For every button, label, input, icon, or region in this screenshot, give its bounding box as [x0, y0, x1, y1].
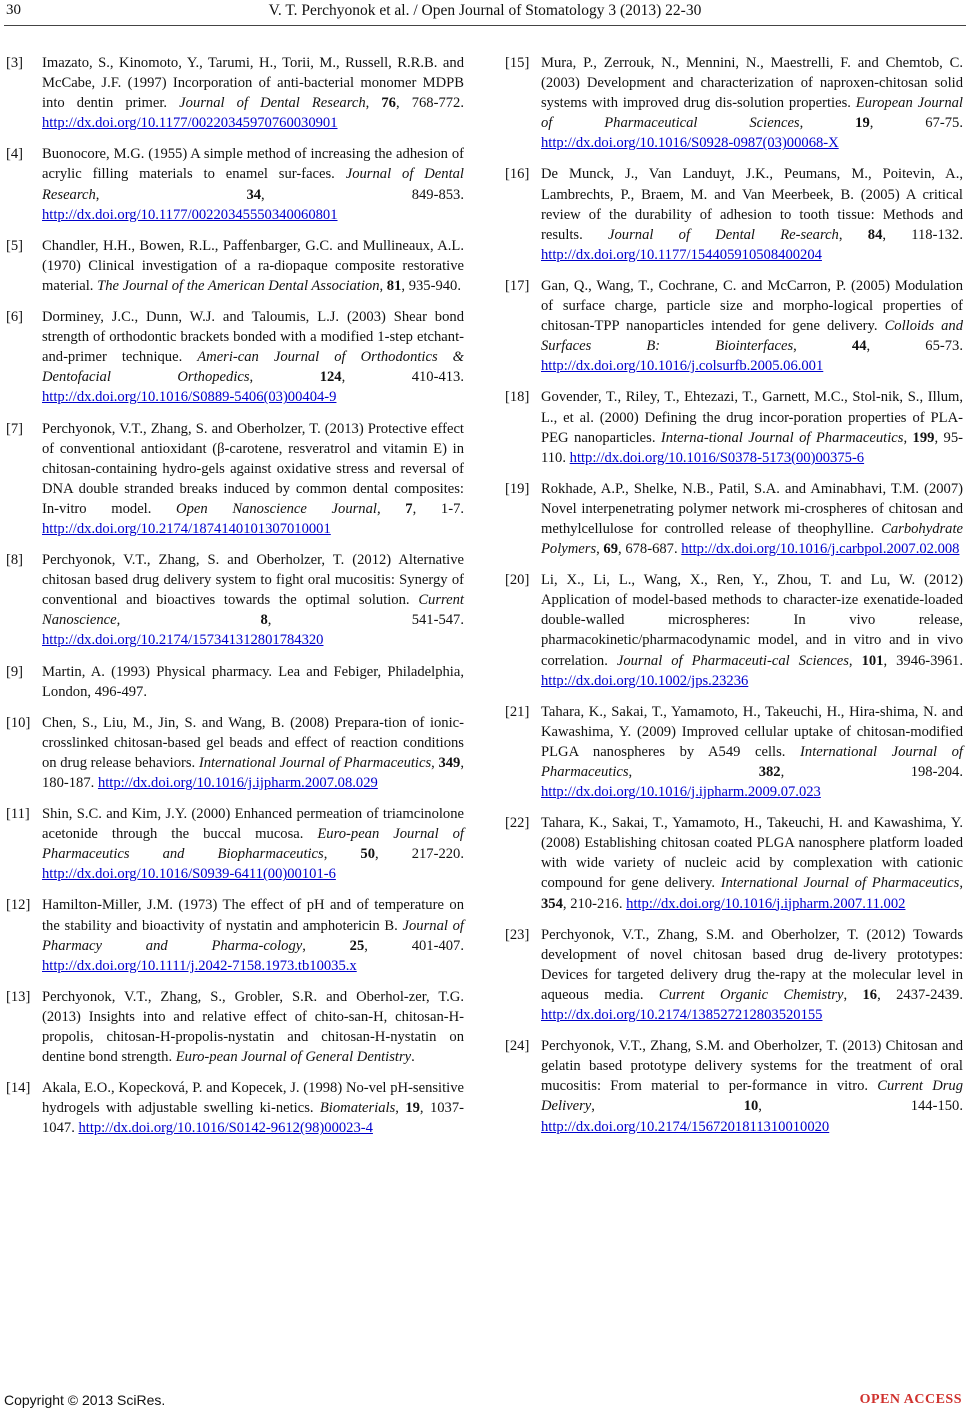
- reference-item: [505, 164, 963, 264]
- reference-text: [42, 419, 464, 540]
- reference-doi-link[interactable]: http://dx.doi.org/10.1177/00220345970760030901: [42, 115, 338, 132]
- reference-item: [505, 53, 963, 153]
- reference-number: [17]: [505, 277, 530, 294]
- reference-item: [505, 813, 963, 913]
- reference-number: [21]: [505, 703, 530, 720]
- reference-number: [7]: [6, 420, 24, 437]
- reference-separator: ,: [628, 764, 759, 780]
- reference-number: [11]: [6, 806, 30, 823]
- reference-volume: 10: [743, 1098, 759, 1115]
- reference-number: [6]: [6, 309, 24, 326]
- reference-pages: , 217-220.: [375, 846, 465, 863]
- reference-pages: , 541-547.: [267, 612, 465, 629]
- reference-text: [541, 53, 963, 153]
- reference-pages: , 95-110.: [541, 429, 963, 466]
- reference-volume: 19: [405, 1100, 420, 1117]
- reference-authors-title: Perchyonok, V.T., Zhang, S. and Oberholzer, T. (2012) Alternative chitosan based drug delivery system to fight oral mucositis: Synergy of conventional and bioactives towards the optimal solution.: [42, 552, 464, 609]
- reference-text: [42, 550, 464, 650]
- reference-text: [42, 1078, 464, 1138]
- reference-number: [23]: [505, 926, 530, 943]
- reference-journal: Journal of Pharmacy and Pharma-cology: [42, 917, 464, 954]
- reference-separator: ,: [379, 277, 387, 294]
- reference-doi-link[interactable]: http://dx.doi.org/10.1002/jps.23236: [541, 672, 749, 689]
- reference-pages: , 144-150.: [758, 1098, 964, 1115]
- reference-pages: , 67-75.: [869, 115, 963, 132]
- reference-authors-title: Rokhade, A.P., Shelke, N.B., Patil, S.A. and Aminabhavi, T.M. (2007) Novel interpenetrating polymer network mi-crospheres of chitosan and methylcellulose for controlled release of theophylline.: [541, 480, 963, 537]
- reference-item: [6, 236, 464, 296]
- reference-pages: , 935-940.: [401, 277, 461, 294]
- reference-journal: Euro-pean Journal of General Dentistry: [175, 1049, 412, 1066]
- reference-volume: 199: [912, 429, 935, 446]
- reference-pages: , 401-407.: [364, 937, 464, 954]
- reference-number: [12]: [6, 897, 31, 914]
- reference-doi-link[interactable]: http://dx.doi.org/10.1016/S0378-5173(00)00375-6: [569, 449, 865, 466]
- reference-text: [42, 307, 464, 407]
- reference-journal: Ameri-can Journal of Orthodontics & Dentofacial Orthopedics: [42, 349, 464, 386]
- reference-authors-title: Tahara, K., Sakai, T., Yamamoto, H., Takeuchi, H. and Kawashima, Y. (2008) Establishing chitosan coated PLGA nanosphere platform loaded with wide variety of nucleic acid by complexation with cationic compound for gene delivery.: [541, 815, 963, 892]
- reference-number: [13]: [6, 988, 31, 1005]
- reference-volume: 19: [855, 115, 870, 132]
- reference-authors-title: Perchyonok, V.T., Zhang, S. and Oberholzer, T. (2013) Protective effect of conventional antioxidant (β-carotene, resveratrol and vitamin E) in chitosan-containing hydro-gels against oxidative stress and reversal of DNA double stranded breaks induced by common dental composites: In-vitro model.: [42, 420, 464, 517]
- reference-volume: 34: [246, 186, 262, 203]
- reference-separator: ,: [838, 226, 868, 243]
- reference-number: [3]: [6, 55, 24, 71]
- reference-authors-title: Imazato, S., Kinomoto, Y., Tarumi, H., Torii, M., Russell, R.R.B. and McCabe, J.F. (1997) Incorporation of anti-bacterial monomer MDPB into dentin primer.: [42, 55, 464, 112]
- reference-text: [541, 813, 963, 913]
- reference-authors-title: Govender, T., Riley, T., Ehtezazi, T., Garnett, M.C., Stol-nik, S., Illum, L., et al. (2000) Defining the drug incor-poration properties of PLA-PEG nanoparticles.: [541, 389, 963, 446]
- reference-text: [541, 1036, 963, 1136]
- reference-pages: , 180-187.: [42, 754, 464, 791]
- reference-journal: Current Organic Chemistry: [658, 986, 844, 1003]
- reference-item: [6, 662, 464, 702]
- reference-doi-link[interactable]: http://dx.doi.org/10.1016/j.carbpol.2007.02.008: [681, 541, 960, 558]
- reference-item: [6, 987, 464, 1067]
- reference-separator: ,: [799, 115, 856, 132]
- reference-pages: , 768-772.: [395, 95, 464, 112]
- reference-number: [20]: [505, 572, 530, 589]
- reference-pages: , 410-413.: [341, 369, 465, 386]
- reference-separator: ,: [323, 846, 361, 863]
- reference-volume: 50: [360, 846, 376, 863]
- reference-volume: 349: [438, 754, 461, 771]
- page-number: 30: [6, 2, 21, 18]
- reference-separator: ,: [116, 612, 261, 629]
- reference-number: [18]: [505, 389, 530, 406]
- reference-doi-link[interactable]: http://dx.doi.org/10.2174/1567201811310010020: [541, 1118, 830, 1135]
- reference-journal: Euro-pean Journal of Pharmaceutics and Biopharmaceutics: [42, 826, 464, 863]
- reference-separator: ,: [591, 1098, 744, 1115]
- reference-authors-title: Gan, Q., Wang, T., Cochrane, C. and McCarron, P. (2005) Modulation of surface charge, particle size and morpho-logical properties of chitosan-TPP nanoparticles intended for gene delivery.: [541, 277, 963, 335]
- reference-journal: Current Nanoscience: [42, 592, 464, 629]
- reference-journal: Interna-tional Journal of Pharmaceutics: [660, 429, 904, 446]
- header-rule: [4, 25, 966, 26]
- reference-journal: Current Drug Delivery: [541, 1078, 964, 1115]
- reference-volume: 76: [381, 95, 396, 112]
- reference-text: [42, 804, 464, 884]
- reference-pages: , 118-132.: [882, 226, 964, 243]
- reference-separator: ,: [376, 500, 406, 517]
- reference-item: [6, 895, 464, 975]
- reference-text: [541, 570, 963, 691]
- reference-volume: 16: [862, 986, 878, 1003]
- reference-text: [541, 479, 963, 559]
- reference-text: [42, 895, 464, 975]
- reference-text: [42, 662, 464, 702]
- reference-text: [42, 713, 464, 793]
- reference-item: [6, 419, 464, 540]
- reference-journal: International Journal of Pharmaceutics: [720, 875, 960, 892]
- reference-doi-link[interactable]: http://dx.doi.org/10.2174/157341312801784320: [42, 632, 324, 649]
- reference-text: [541, 387, 963, 467]
- reference-volume: 81: [386, 277, 402, 294]
- reference-journal: Journal of Dental Research: [179, 95, 366, 112]
- reference-item: [505, 276, 963, 376]
- reference-text: [541, 164, 963, 264]
- reference-separator: ,: [249, 369, 320, 386]
- reference-separator: ,: [95, 186, 247, 203]
- references-left-column: [6, 53, 464, 1150]
- reference-item: [6, 53, 464, 133]
- reference-number: [9]: [6, 663, 24, 680]
- reference-text: [541, 702, 963, 802]
- reference-doi-link[interactable]: http://dx.doi.org/10.1016/S0939-6411(00)00101-6: [42, 866, 336, 883]
- reference-journal: Journal of Pharmaceuti-cal Sciences: [616, 652, 849, 669]
- reference-authors-title: De Munck, J., Van Landuyt, J.K., Peumans, M., Poitevin, A., Lambrechts, P., Braem, M. and Van Meerbeek, B. (2005) A critical review of the durability of adhesion to tooth tissue: Methods and results.: [541, 166, 963, 243]
- reference-separator: ,: [903, 429, 913, 446]
- reference-pages: , 3946-3961.: [883, 652, 963, 669]
- reference-pages: , 1-7.: [412, 500, 465, 517]
- reference-journal: Journal of Dental Research: [42, 166, 464, 203]
- reference-doi-link[interactable]: http://dx.doi.org/10.1016/j.ijpharm.2007.11.002: [626, 895, 906, 912]
- reference-pages: , 849-853.: [261, 186, 464, 203]
- reference-separator: ,: [793, 338, 852, 355]
- reference-item: [6, 713, 464, 793]
- running-header: V. T. Perchyonok et al. / Open Journal of Stomatology 3 (2013) 22-30: [268, 2, 702, 19]
- reference-number: [22]: [505, 815, 530, 832]
- reference-doi-link[interactable]: http://dx.doi.org/10.2174/1874140101307010001: [42, 520, 331, 537]
- reference-authors-title: Chen, S., Liu, M., Jin, S. and Wang, B. (2008) Prepara-tion of ionic-crosslinked chitosan-based gel beads and effect of reaction conditions on drug release behaviors.: [42, 714, 464, 771]
- reference-item: [6, 144, 464, 224]
- reference-number: [8]: [6, 552, 24, 569]
- reference-text: [42, 236, 464, 296]
- reference-item: [505, 1036, 963, 1136]
- reference-journal: Carbohydrate Polymers: [541, 520, 963, 558]
- reference-volume: 382: [758, 764, 781, 780]
- reference-separator: .: [411, 1049, 415, 1066]
- reference-authors-title: Martin, A. (1993) Physical pharmacy. Lea and Febiger, Philadelphia, London, 496-497.: [42, 663, 464, 700]
- reference-doi-link[interactable]: http://dx.doi.org/10.1016/j.colsurfb.2005.06.001: [541, 358, 824, 375]
- reference-doi-link[interactable]: http://dx.doi.org/10.1016/S0142-9612(98)00023-4: [78, 1120, 373, 1137]
- reference-pages: , 210-216.: [562, 895, 627, 912]
- reference-text: [42, 987, 464, 1067]
- reference-number: [16]: [505, 166, 530, 183]
- reference-journal: Biomaterials: [319, 1100, 396, 1117]
- footer-copyright: Copyright © 2013 SciRes.: [4, 1392, 166, 1408]
- reference-journal: International Journal of Pharmaceutics: [198, 754, 432, 771]
- reference-journal: Colloids and Surfaces B: Biointerfaces: [541, 318, 963, 355]
- reference-item: [505, 925, 963, 1025]
- reference-doi-link[interactable]: http://dx.doi.org/10.2174/138527212803520155: [541, 1007, 823, 1024]
- reference-pages: , 678-687.: [618, 541, 682, 558]
- reference-number: [24]: [505, 1038, 530, 1055]
- reference-text: [541, 276, 963, 376]
- reference-volume: 84: [867, 226, 883, 243]
- reference-text: [42, 53, 464, 133]
- reference-pages: , 198-204.: [780, 764, 964, 780]
- reference-number: [5]: [6, 237, 24, 254]
- reference-authors-title: Perchyonok, V.T., Zhang, S.M. and Oberholzer, T. (2012) Towards development of novel chitosan based drug de-livery prototypes: Devices for targeted delivery drug the-rapy at the molecular level in aqueous media.: [541, 926, 963, 1003]
- reference-separator: ,: [848, 652, 862, 669]
- reference-number: [4]: [6, 146, 24, 163]
- reference-pages: , 2437-2439.: [877, 986, 963, 1003]
- reference-text: [42, 144, 464, 224]
- reference-volume: 101: [861, 652, 884, 669]
- reference-journal: The Journal of the American Dental Association: [97, 277, 380, 294]
- reference-separator: ,: [395, 1100, 406, 1117]
- reference-authors-title: Mura, P., Zerrouk, N., Mennini, N., Maestrelli, F. and Chemtob, C. (2003) Development and characterization of naproxen-chitosan solid systems with improved drug dis-solution properties.: [541, 55, 963, 112]
- reference-authors-title: Shin, S.C. and Kim, J.Y. (2000) Enhanced permeation of triamcinolone acetonide through the buccal mucosa.: [42, 806, 464, 843]
- reference-doi-link[interactable]: http://dx.doi.org/10.1016/j.ijpharm.2009.07.023: [541, 784, 821, 801]
- reference-separator: ,: [959, 875, 963, 892]
- reference-doi-link[interactable]: http://dx.doi.org/10.1016/j.ijpharm.2007.08.029: [97, 775, 378, 791]
- reference-volume: 69: [603, 541, 619, 558]
- reference-doi-link[interactable]: http://dx.doi.org/10.1177/154405910508400204: [541, 246, 822, 263]
- reference-journal: Open Nanoscience Journal: [176, 500, 377, 517]
- reference-separator: ,: [302, 937, 350, 954]
- references-right-column: [505, 53, 963, 1148]
- reference-text: [541, 925, 963, 1025]
- reference-item: [6, 1078, 464, 1138]
- reference-item: [505, 702, 963, 802]
- reference-item: [505, 570, 963, 691]
- reference-item: [6, 804, 464, 884]
- reference-separator: ,: [843, 986, 863, 1003]
- footer-open-access: OPEN ACCESS: [859, 1392, 962, 1407]
- reference-separator: ,: [596, 541, 604, 558]
- reference-item: [505, 387, 963, 467]
- reference-volume: 25: [349, 937, 365, 954]
- reference-journal: Journal of Dental Re-search: [608, 226, 839, 243]
- reference-number: [10]: [6, 714, 31, 731]
- reference-authors-title: Tahara, K., Sakai, T., Yamamoto, H., Takeuchi, H., Hira-shima, N. and Kawashima, Y. (2009) Improved cellular uptake of chitosan-modified PLGA nanospheres by A549 cells.: [541, 703, 963, 760]
- reference-authors-title: Li, X., Li, L., Wang, X., Ren, Y., Zhou, T. and Lu, W. (2012) Application of model-based methods to character-ize exenatide-loaded double-walled microspheres: In vivo release, pharmacokinetic/pharmacodynamic model, and in vitro and in vivo correlation.: [541, 572, 963, 669]
- reference-separator: ,: [365, 95, 382, 112]
- reference-volume: 124: [319, 369, 342, 386]
- reference-number: [15]: [505, 55, 530, 71]
- reference-authors-title: Chandler, H.H., Bowen, R.L., Paffenbarger, G.C. and Mullineaux, A.L. (1970) Clinical investigation of a ra-diopaque composite restorative material.: [42, 237, 464, 294]
- reference-authors-title: Akala, E.O., Kopecková, P. and Kopecek, J. (1998) No-vel pH-sensitive hydrogels with adjustable swelling ki-netics.: [42, 1080, 464, 1117]
- reference-doi-link[interactable]: http://dx.doi.org/10.1016/S0889-5406(03)00404-9: [42, 389, 337, 406]
- reference-number: [19]: [505, 480, 530, 497]
- reference-volume: 44: [851, 338, 867, 355]
- reference-item: [505, 479, 963, 559]
- reference-doi-link[interactable]: http://dx.doi.org/10.1016/S0928-0987(03)00068-X: [541, 135, 839, 152]
- reference-item: [6, 307, 464, 407]
- reference-journal: European Journal of Pharmaceutical Sciences: [541, 95, 963, 132]
- reference-pages: , 65-73.: [866, 338, 963, 355]
- reference-authors-title: Hamilton-Miller, J.M. (1973) The effect of pH and of temperature on the stability and bioactivity of nystatin and amphotericin B.: [42, 897, 464, 934]
- reference-item: [6, 550, 464, 650]
- reference-doi-link[interactable]: http://dx.doi.org/10.1111/j.2042-7158.1973.tb10035.x: [42, 957, 357, 974]
- reference-authors-title: Dorminey, J.C., Dunn, W.J. and Taloumis, L.J. (2003) Shear bond strength of orthodontic brackets bonded with a modified 1-step etchant-and-primer technique.: [42, 309, 464, 366]
- reference-doi-link[interactable]: http://dx.doi.org/10.1177/00220345550340060801: [42, 206, 338, 223]
- reference-volume: 8: [260, 612, 268, 629]
- reference-volume: 354: [541, 895, 563, 912]
- reference-pages: , 1037-1047.: [42, 1100, 464, 1137]
- reference-authors-title: Perchyonok, V.T., Zhang, S.M. and Oberholzer, T. (2013) Chitosan and gelatin based prototype delivery systems for the treatment of oral mucositis: From material to per-formance in vitro.: [541, 1038, 963, 1095]
- reference-volume: 7: [405, 500, 413, 517]
- reference-authors-title: Buonocore, M.G. (1955) A simple method of increasing the adhesion of acrylic filling materials to enamel sur-faces.: [42, 146, 464, 183]
- reference-authors-title: Perchyonok, V.T., Zhang, S., Grobler, S.R. and Oberhol-zer, T.G. (2013) Insights into and relative effect of chito-san-H, chitosan-H-propolis, chitosan-H-propolis-nystatin and chitosan-H-nystatin on dentine bond strength.: [42, 988, 464, 1066]
- reference-number: [14]: [6, 1080, 31, 1097]
- reference-separator: ,: [431, 754, 439, 771]
- reference-journal: International Journal of Pharmaceutics: [541, 743, 963, 780]
